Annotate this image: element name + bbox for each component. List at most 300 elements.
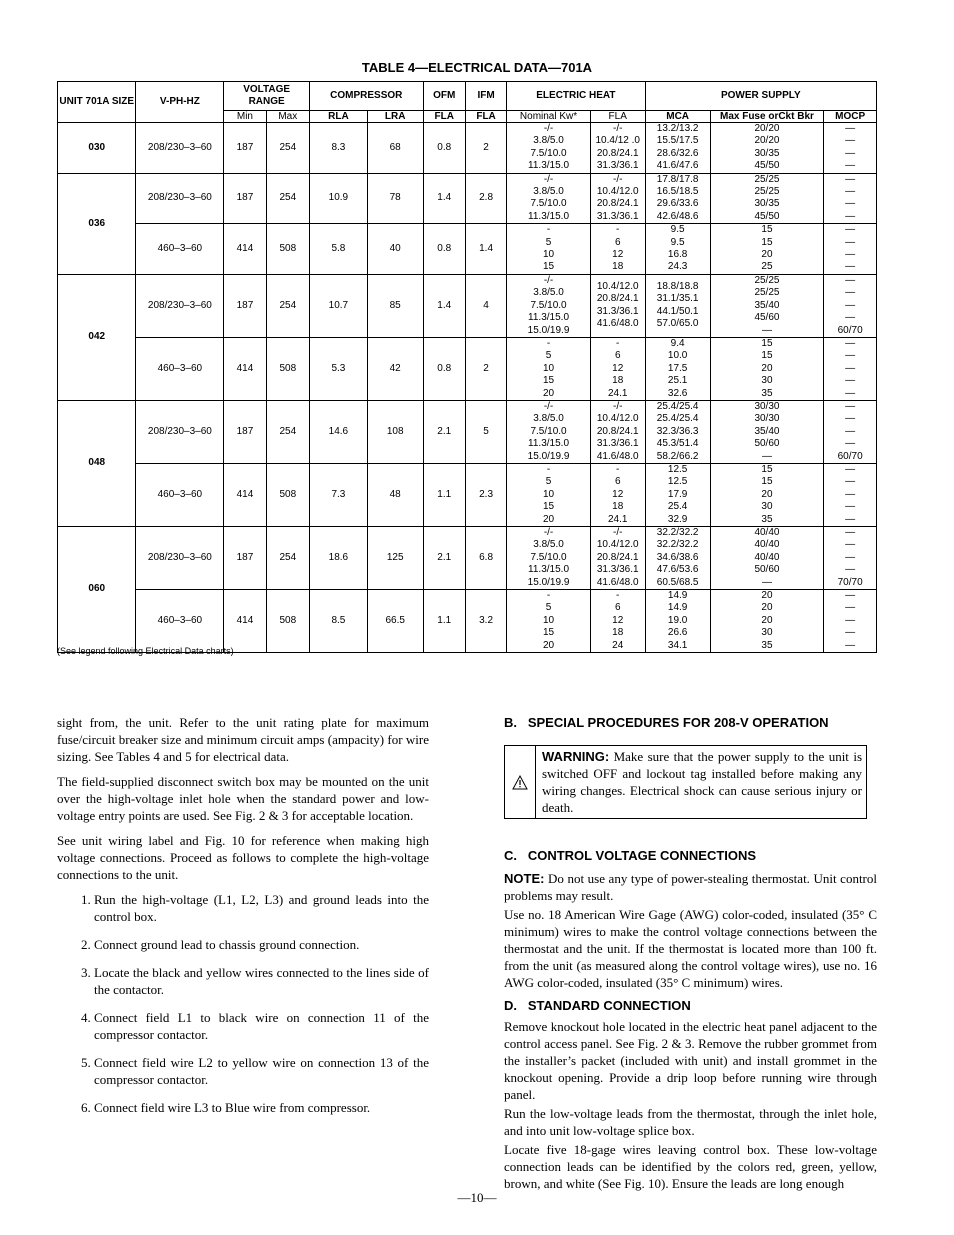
ofm-cell: 2.1 xyxy=(423,527,465,590)
warning-label: WARNING: xyxy=(542,749,610,764)
mocp-value: — xyxy=(845,614,856,626)
mca-cell xyxy=(645,590,710,653)
max-cell: 508 xyxy=(266,590,309,653)
kw-value: 7.5/10.0 xyxy=(530,551,567,563)
ofm-cell: 1.4 xyxy=(423,173,465,224)
mocp-value: — xyxy=(845,551,856,563)
mocp-cell xyxy=(824,274,877,337)
ifm-cell: 5 xyxy=(465,400,506,463)
mca-value: 17.8/17.8 xyxy=(656,173,699,185)
kw-value: 15.0/19.9 xyxy=(527,576,570,588)
max-cell: 508 xyxy=(266,337,309,400)
warning-icon xyxy=(505,746,536,818)
ifm-cell: 1.4 xyxy=(465,224,506,275)
mocp-value: — xyxy=(845,312,856,324)
mocp-value: — xyxy=(845,400,856,412)
fuse-value: 25 xyxy=(761,261,773,273)
rla-cell: 18.6 xyxy=(309,527,367,590)
fuse-value: 15 xyxy=(761,224,773,236)
mocp-value: — xyxy=(845,135,856,147)
mca-value: 25.4/25.4 xyxy=(656,413,699,425)
mca-value: 24.3 xyxy=(667,261,688,273)
fuse-value: — xyxy=(761,324,772,336)
fuse-value: 25/25 xyxy=(754,274,780,286)
lra-cell: 68 xyxy=(367,123,423,174)
kw-value: -/- xyxy=(543,527,554,538)
fuse-cell xyxy=(710,274,824,337)
mca-value: 12.5 xyxy=(667,476,688,488)
mca-value: 16.8 xyxy=(667,249,688,261)
mca-cell xyxy=(645,274,710,337)
fuse-value: 15 xyxy=(761,337,773,349)
lra-cell: 48 xyxy=(367,463,423,526)
ofm-cell: 2.1 xyxy=(423,400,465,463)
kw-cell xyxy=(507,123,591,174)
mocp-value: — xyxy=(845,375,856,387)
fuse-value: 15 xyxy=(761,236,773,248)
kw-value: -/- xyxy=(543,400,554,412)
mca-value: 28.6/32.6 xyxy=(656,147,699,159)
mocp-value: — xyxy=(845,299,856,311)
mca-cell xyxy=(645,463,710,526)
kw-value: -/- xyxy=(543,173,554,185)
hfla-value: - xyxy=(616,337,620,349)
mca-cell xyxy=(645,527,710,590)
ifm-cell: 6.8 xyxy=(465,527,506,590)
fuse-value: 30/30 xyxy=(754,413,780,425)
unit-size-cell: 030 xyxy=(58,123,136,174)
vph-cell: 208/230–3–60 xyxy=(136,274,224,337)
max-cell: 508 xyxy=(266,224,309,275)
hfla-value: 18 xyxy=(612,627,624,639)
mocp-value: — xyxy=(845,210,856,222)
mca-value: 32.2/32.2 xyxy=(656,527,699,538)
header-mca: MCA xyxy=(645,111,710,123)
kw-value: - xyxy=(546,224,551,236)
mocp-value: — xyxy=(845,224,856,236)
hfla-value: 31.3/36.1 xyxy=(596,305,639,317)
mca-value: 57.0/65.0 xyxy=(656,318,699,330)
fuse-cell xyxy=(710,224,824,275)
kw-value: 5 xyxy=(545,350,552,362)
hfla-value: 20.8/24.1 xyxy=(596,425,639,437)
mocp-value: — xyxy=(845,488,856,500)
note-text: Do not use any type of power-stealing thermostat. Unit control problems may result. xyxy=(504,871,877,903)
kw-value: -/- xyxy=(543,123,554,134)
lra-cell: 40 xyxy=(367,224,423,275)
kw-cell xyxy=(507,224,591,275)
mocp-value: 60/70 xyxy=(837,450,863,462)
list-item: 4. Connect field L1 to black wire on connection 11 of the compressor contactor. xyxy=(94,1009,429,1043)
header-ofm: OFM xyxy=(423,82,465,111)
ifm-cell: 2.8 xyxy=(465,173,506,224)
fuse-value: 15 xyxy=(761,463,773,475)
fuse-value: 20 xyxy=(761,488,773,500)
paragraph: Use no. 18 American Wire Gage (AWG) color-coded, insulated (35° C minimum) wires to make the control voltage connections between the thermostat and the unit. If the thermostat is located more than 100 ft. from the unit (as measured along the control voltage wires), use no. 16 AWG color-coded, insulated (35° C minimum) wires. xyxy=(504,907,877,990)
mocp-value: — xyxy=(845,198,856,210)
mca-value: 9.5 xyxy=(670,236,685,248)
table-body xyxy=(58,123,877,653)
lra-cell: 78 xyxy=(367,173,423,224)
hfla-cell xyxy=(590,173,645,224)
hfla-cell xyxy=(590,590,645,653)
ifm-cell: 2 xyxy=(465,123,506,174)
mocp-value: — xyxy=(845,438,856,450)
mca-cell xyxy=(645,173,710,224)
list-item: 6. Connect field wire L3 to Blue wire from compressor. xyxy=(94,1099,429,1116)
hfla-value: 41.6/48.0 xyxy=(596,450,639,462)
hfla-value: 6 xyxy=(614,236,621,248)
vph-cell: 460–3–60 xyxy=(136,463,224,526)
kw-value: 10 xyxy=(542,614,555,626)
fuse-value: 20 xyxy=(761,602,773,614)
kw-value: 3.8/5.0 xyxy=(533,413,564,425)
fuse-value: 20 xyxy=(761,362,773,374)
hfla-value: 10.4/12.0 xyxy=(596,539,639,551)
kw-value: - xyxy=(546,590,551,602)
fuse-value: 20 xyxy=(761,590,773,602)
mocp-value: — xyxy=(845,539,856,551)
fuse-value: 35/40 xyxy=(754,425,780,437)
mocp-value: — xyxy=(845,564,856,576)
mca-value: 16.5/18.5 xyxy=(656,186,699,198)
header-electric-heat: ELECTRIC HEAT xyxy=(507,82,645,111)
hfla-cell xyxy=(590,224,645,275)
mca-value: 32.6 xyxy=(667,387,688,399)
fuse-value: 45/50 xyxy=(754,160,780,172)
mca-value: 10.0 xyxy=(667,350,688,362)
hfla-value: 6 xyxy=(614,602,621,614)
fuse-value: 20 xyxy=(761,249,773,261)
mca-value: 14.9 xyxy=(667,590,688,602)
unit-size-cell: 036 xyxy=(58,173,136,274)
fuse-value: 25/25 xyxy=(754,287,780,299)
lra-cell: 66.5 xyxy=(367,590,423,653)
vph-cell: 208/230–3–60 xyxy=(136,527,224,590)
kw-value: 15 xyxy=(542,375,555,387)
hfla-value: - xyxy=(616,463,620,475)
mca-value: 17.9 xyxy=(667,488,688,500)
mca-value: 26.6 xyxy=(667,627,688,639)
hfla-value: 6 xyxy=(614,350,621,362)
mocp-cell xyxy=(824,527,877,590)
table-title: TABLE 4—ELECTRICAL DATA—701A xyxy=(361,60,593,75)
kw-value: 10 xyxy=(542,249,555,261)
fuse-value: 15 xyxy=(761,350,773,362)
mca-value: 25.1 xyxy=(667,375,688,387)
hfla-value: 12 xyxy=(612,614,624,626)
fuse-value: 20/20 xyxy=(754,123,780,134)
mocp-value: — xyxy=(845,476,856,488)
min-cell: 187 xyxy=(224,527,266,590)
fuse-value: 35/40 xyxy=(754,299,780,311)
hfla-value: 6 xyxy=(614,476,621,488)
rla-cell: 5.3 xyxy=(309,337,367,400)
kw-value: 20 xyxy=(542,639,555,651)
list-item: 3. Locate the black and yellow wires connected to the lines side of the contactor. xyxy=(94,964,429,998)
mca-cell xyxy=(645,123,710,174)
kw-value: 11.3/15.0 xyxy=(528,564,570,576)
fuse-value: 20 xyxy=(761,614,773,626)
max-cell: 254 xyxy=(266,123,309,174)
fuse-value: 35 xyxy=(761,387,773,399)
list-item: 5. Connect field wire L2 to yellow wire on connection 13 of the compressor contactor. xyxy=(94,1054,429,1088)
mca-value: 34.1 xyxy=(667,639,688,651)
paragraph: Run the low-voltage leads from the thermostat, through the inlet hole, and into unit low-voltage splice box. xyxy=(504,1106,877,1138)
mocp-value: — xyxy=(845,350,856,362)
hfla-value: -/- xyxy=(613,527,623,538)
mca-cell xyxy=(645,224,710,275)
lra-cell: 42 xyxy=(367,337,423,400)
vph-cell: 460–3–60 xyxy=(136,590,224,653)
mca-value: 60.5/68.5 xyxy=(656,576,699,588)
fuse-value: 40/40 xyxy=(754,527,780,538)
hfla-value: 24 xyxy=(612,639,624,651)
mca-value: 17.5 xyxy=(667,362,688,374)
hfla-value: 41.6/48.0 xyxy=(596,576,639,588)
kw-value: - xyxy=(546,463,551,475)
mca-cell xyxy=(645,400,710,463)
mca-value: 44.1/50.1 xyxy=(656,305,699,317)
min-cell: 414 xyxy=(224,590,266,653)
hfla-value: 20.8/24.1 xyxy=(596,147,639,159)
mca-value: 13.2/13.2 xyxy=(656,123,699,134)
mca-cell xyxy=(645,337,710,400)
steps-list xyxy=(57,891,429,1116)
ifm-cell: 4 xyxy=(465,274,506,337)
vph-cell: 460–3–60 xyxy=(136,224,224,275)
hfla-value: 18 xyxy=(612,375,624,387)
kw-value: 11.3/15.0 xyxy=(528,160,570,172)
fuse-value: 30/35 xyxy=(754,147,780,159)
unit-size-cell: 042 xyxy=(58,274,136,400)
hfla-value: 20.8/24.1 xyxy=(596,293,639,305)
kw-cell xyxy=(507,337,591,400)
fuse-value: 35 xyxy=(761,513,773,525)
kw-value: 11.3/15.0 xyxy=(528,210,570,222)
lra-cell: 85 xyxy=(367,274,423,337)
vph-cell: 208/230–3–60 xyxy=(136,173,224,224)
mca-value: 9.4 xyxy=(670,337,685,349)
mca-value: 25.4/25.4 xyxy=(656,400,699,412)
right-column xyxy=(504,714,877,1194)
kw-value: 15 xyxy=(542,627,555,639)
paragraph: sight from, the unit. Refer to the unit rating plate for maximum fuse/circuit breaker size and minimum circuit amps (ampacity) for wire sizing. See Tables 4 and 5 for electrical data. xyxy=(57,715,429,764)
table-row xyxy=(58,400,877,463)
mocp-value: — xyxy=(845,413,856,425)
mca-value: 29.6/33.6 xyxy=(656,198,699,210)
hfla-value: 10.4/12.0 xyxy=(596,413,639,425)
header-ofm-fla: FLA xyxy=(423,111,465,123)
min-cell: 187 xyxy=(224,274,266,337)
header-max-fuse: Max Fuse orCkt Bkr xyxy=(710,111,824,123)
kw-value: 5 xyxy=(545,476,552,488)
mocp-value: — xyxy=(845,590,856,602)
header-unit: UNIT 701A SIZE xyxy=(58,82,136,123)
header-nominal-kw: Nominal Kw* xyxy=(507,111,591,123)
fuse-value: 15 xyxy=(761,476,773,488)
header-heat-fla: FLA xyxy=(590,111,645,123)
mca-value: 32.3/36.3 xyxy=(656,425,699,437)
max-cell: 254 xyxy=(266,173,309,224)
fuse-value: 35 xyxy=(761,639,773,651)
kw-value: 7.5/10.0 xyxy=(530,425,567,437)
warning-box xyxy=(504,745,867,819)
ofm-cell: 1.1 xyxy=(423,590,465,653)
mocp-value: — xyxy=(845,627,856,639)
vph-cell: 208/230–3–60 xyxy=(136,123,224,174)
paragraph: Remove knockout hole located in the electric heat panel adjacent to the control access panel. See Fig. 2 & 3. Remove the rubber grommet from the installer’s packet (included with unit) and install grommet in the knockout opening. Provide a drip loop before running wire through panel. xyxy=(504,1019,877,1102)
table-row xyxy=(58,274,877,337)
hfla-value: 12 xyxy=(612,249,624,261)
kw-value: 15 xyxy=(542,501,555,513)
mocp-value: — xyxy=(845,527,856,538)
hfla-value: -/- xyxy=(613,123,623,134)
fuse-cell xyxy=(710,173,824,224)
table-row xyxy=(58,337,877,400)
fuse-cell xyxy=(710,590,824,653)
section-heading-c: C. CONTROL VOLTAGE CONNECTIONS xyxy=(504,848,757,863)
hfla-value: 41.6/48.0 xyxy=(596,318,639,330)
hfla-cell xyxy=(590,400,645,463)
hfla-value: -/- xyxy=(613,400,623,412)
hfla-value: 10.4/12 .0 xyxy=(595,135,640,147)
mocp-cell xyxy=(824,337,877,400)
table-note: (See legend following Electrical Data charts) xyxy=(57,646,234,656)
mocp-cell xyxy=(824,463,877,526)
mca-value: 47.6/53.6 xyxy=(656,564,699,576)
vph-cell: 208/230–3–60 xyxy=(136,400,224,463)
kw-value: 3.8/5.0 xyxy=(533,135,564,147)
kw-value: 3.8/5.0 xyxy=(533,186,564,198)
fuse-value: 30/35 xyxy=(754,198,780,210)
rla-cell: 5.8 xyxy=(309,224,367,275)
mocp-value: — xyxy=(845,123,856,134)
paragraph: Locate five 18-gage wires leaving control box. These low-voltage connection leads can be identified by the colors red, green, yellow, brown, and white (See Fig. 10). Ensure the leads are long enough xyxy=(504,1142,877,1191)
max-cell: 254 xyxy=(266,400,309,463)
kw-value: 5 xyxy=(545,236,552,248)
mocp-value: — xyxy=(845,236,856,248)
header-rla: RLA xyxy=(309,111,367,123)
min-cell: 414 xyxy=(224,224,266,275)
mocp-value: — xyxy=(845,463,856,475)
mocp-value: — xyxy=(845,173,856,185)
list-item: 1. Run the high-voltage (L1, L2, L3) and ground leads into the control box. xyxy=(94,891,429,925)
warning-text-block xyxy=(536,746,866,818)
kw-value: 7.5/10.0 xyxy=(530,299,567,311)
header-lra: LRA xyxy=(367,111,423,123)
hfla-value: 12 xyxy=(612,488,624,500)
vph-cell: 460–3–60 xyxy=(136,337,224,400)
ofm-cell: 0.8 xyxy=(423,123,465,174)
mca-value: 9.5 xyxy=(670,224,685,236)
mca-value: 42.6/48.6 xyxy=(656,210,699,222)
fuse-value: — xyxy=(761,450,772,462)
mocp-cell xyxy=(824,590,877,653)
mca-value: 32.2/32.2 xyxy=(656,539,699,551)
hfla-value: 31.3/36.1 xyxy=(596,438,639,450)
mocp-cell xyxy=(824,224,877,275)
rla-cell: 14.6 xyxy=(309,400,367,463)
kw-value: 10 xyxy=(542,488,555,500)
section-heading-d: D. STANDARD CONNECTION xyxy=(504,998,691,1013)
hfla-value: - xyxy=(616,224,620,236)
paragraph: See unit wiring label and Fig. 10 for reference when making high voltage connections. Proceed as follows to complete the high-voltage connections to the unit. xyxy=(57,833,429,882)
kw-cell xyxy=(507,173,591,224)
fuse-value: 40/40 xyxy=(754,539,780,551)
hfla-value: 10.4/12.0 xyxy=(596,186,639,198)
rla-cell: 10.9 xyxy=(309,173,367,224)
min-cell: 414 xyxy=(224,337,266,400)
unit-size-cell: 048 xyxy=(58,400,136,526)
kw-value: 20 xyxy=(542,387,555,399)
ofm-cell: 0.8 xyxy=(423,224,465,275)
mocp-value: — xyxy=(845,147,856,159)
header-max: Max xyxy=(266,111,309,123)
header-vph: V-PH-HZ xyxy=(136,82,224,123)
mca-value: 25.4 xyxy=(667,501,688,513)
header-ifm-fla: FLA xyxy=(465,111,506,123)
mocp-value: — xyxy=(845,261,856,273)
electrical-data-table xyxy=(57,81,877,653)
mca-value: 12.5 xyxy=(667,463,688,475)
table-row xyxy=(58,123,877,174)
fuse-value: 45/50 xyxy=(754,210,780,222)
kw-value: 11.3/15.0 xyxy=(528,438,570,450)
hfla-value: - xyxy=(616,590,620,602)
mocp-value: — xyxy=(845,337,856,349)
header-min: Min xyxy=(224,111,266,123)
table-row xyxy=(58,173,877,224)
rla-cell: 8.3 xyxy=(309,123,367,174)
hfla-value: 20.8/24.1 xyxy=(596,198,639,210)
mocp-cell xyxy=(824,400,877,463)
mca-value: 19.0 xyxy=(667,614,688,626)
hfla-cell xyxy=(590,527,645,590)
unit-size-cell: 060 xyxy=(58,527,136,653)
fuse-value: 45/60 xyxy=(754,312,780,324)
kw-value: 15.0/19.9 xyxy=(527,450,570,462)
hfla-value: 10.4/12.0 xyxy=(596,281,639,293)
mca-value: 14.9 xyxy=(667,602,688,614)
kw-cell xyxy=(507,274,591,337)
mocp-cell xyxy=(824,173,877,224)
ifm-cell: 2 xyxy=(465,337,506,400)
mocp-value: — xyxy=(845,602,856,614)
note-label: NOTE: xyxy=(504,871,545,886)
lra-cell: 108 xyxy=(367,400,423,463)
hfla-cell xyxy=(590,337,645,400)
kw-value: 15.0/19.9 xyxy=(527,324,570,336)
hfla-cell xyxy=(590,463,645,526)
fuse-value: 50/60 xyxy=(754,438,780,450)
min-cell: 414 xyxy=(224,463,266,526)
fuse-value: — xyxy=(761,576,772,588)
kw-value: 3.8/5.0 xyxy=(533,539,564,551)
mca-value: 34.6/38.6 xyxy=(656,551,699,563)
page-number: —10— xyxy=(457,1190,497,1205)
paragraph: The field-supplied disconnect switch box may be mounted on the unit over the high-voltage inlet hole when the standard power and low-voltage entry points are used. See Fig. 2 & 3 for acceptable location. xyxy=(57,774,429,823)
mca-value: 45.3/51.4 xyxy=(656,438,699,450)
hfla-cell xyxy=(590,274,645,337)
fuse-value: 50/60 xyxy=(754,564,780,576)
fuse-value: 40/40 xyxy=(754,551,780,563)
mca-value: 32.9 xyxy=(667,513,688,525)
left-column xyxy=(57,714,429,1127)
header-voltage-range: VOLTAGE RANGE xyxy=(224,82,310,111)
hfla-value: 31.3/36.1 xyxy=(596,160,639,172)
mocp-value: — xyxy=(845,274,856,286)
